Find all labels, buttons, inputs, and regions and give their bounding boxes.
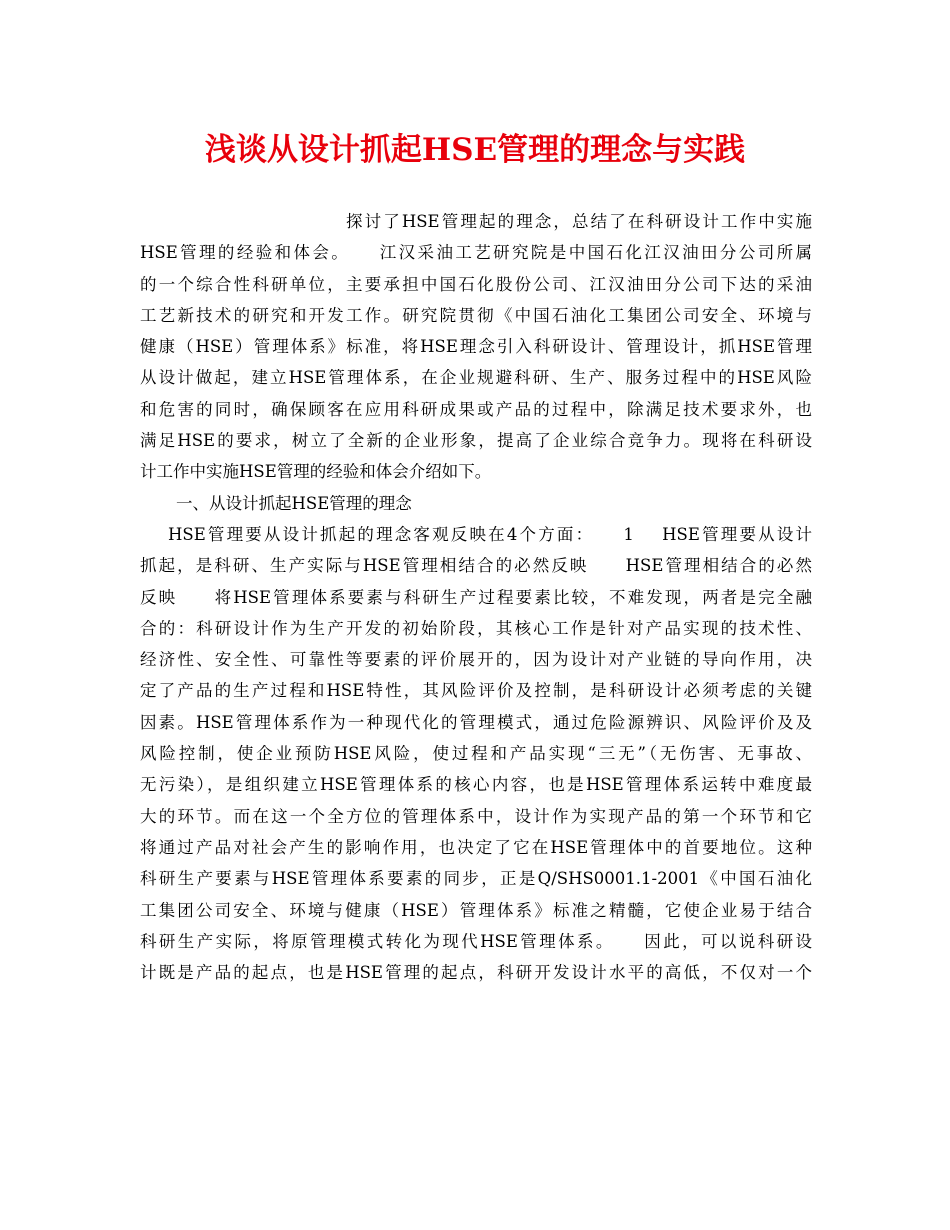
- text-line: 风险控制，使企业预防HSE风险，使过程和产品实现“三无”（无伤害、无事故、: [140, 744, 812, 764]
- section-heading: 一、从设计抓起HSE管理的理念: [176, 493, 412, 513]
- document-title: 浅谈从设计抓起HSE管理的理念与实践: [204, 132, 746, 168]
- text-line: 合的：科研设计作为生产开发的初始阶段，其核心工作是针对产品实现的技术性、: [140, 618, 812, 638]
- text-line: 科研生产要素与HSE管理体系要素的同步，正是Q/SHS0001.1-2001《中国石油化: [140, 869, 812, 889]
- text-line: 定了产品的生产过程和HSE特性，其风险评价及控制，是科研设计必须考虑的关键: [140, 681, 812, 701]
- text-line: 大的环节。而在这一个全方位的管理体系中，设计作为实现产品的第一个环节和它: [140, 806, 812, 826]
- text-line: 抓起，是科研、生产实际与HSE管理相结合的必然反映 HSE管理相结合的必然: [140, 556, 812, 576]
- text-line: 计工作中实施HSE管理的经验和体会介绍如下。: [140, 462, 492, 482]
- text-line: 无污染），是组织建立HSE管理体系的核心内容，也是HSE管理体系运转中难度最: [140, 775, 812, 795]
- text-line: 从设计做起，建立HSE管理体系，在企业规避科研、生产、服务过程中的HSE风险: [140, 368, 812, 388]
- text-line: 工集团公司安全、环境与健康（HSE）管理体系》标准之精髓，它使企业易于结合: [140, 900, 812, 920]
- text-line: HSE管理要从设计抓起的理念客观反映在4个方面： 1 HSE管理要从设计: [168, 524, 812, 544]
- document-body: [140, 206, 812, 988]
- text-line: 的一个综合性科研单位，主要承担中国石化股份公司、江汉油田分公司下达的采油: [140, 274, 812, 294]
- text-line: 科研生产实际，将原管理模式转化为现代HSE管理体系。 因此，可以说科研设: [140, 931, 812, 951]
- text-line: 因素。HSE管理体系作为一种现代化的管理模式，通过危险源辨识、风险评价及及: [140, 712, 812, 732]
- text-line: HSE管理的经验和体会。 江汉采油工艺研究院是中国石化江汉油田分公司所属: [140, 243, 812, 263]
- text-line: 探讨了HSE管理起的理念，总结了在科研设计工作中实施: [346, 212, 812, 231]
- text-line: 和危害的同时，确保顾客在应用科研成果或产品的过程中，除满足技术要求外，也: [140, 399, 812, 419]
- text-line: 满足HSE的要求，树立了全新的企业形象，提高了企业综合竞争力。现将在科研设: [140, 431, 812, 451]
- text-line: 健康（HSE）管理体系》标准，将HSE理念引入科研设计、管理设计，抓HSE管理: [140, 337, 812, 357]
- text-line: 将通过产品对社会产生的影响作用，也决定了它在HSE管理体中的首要地位。这种: [140, 837, 812, 857]
- text-line: 工艺新技术的研究和开发工作。研究院贯彻《中国石油化工集团公司安全、环境与: [140, 305, 812, 325]
- text-line: 计既是产品的起点，也是HSE管理的起点，科研开发设计水平的高低，不仅对一个: [140, 963, 812, 983]
- text-line: 经济性、安全性、可靠性等要素的评价展开的，因为设计对产业链的导向作用，决: [140, 650, 812, 670]
- text-line: 反映 将HSE管理体系要素与科研生产过程要素比较，不难发现，两者是完全融: [140, 587, 812, 607]
